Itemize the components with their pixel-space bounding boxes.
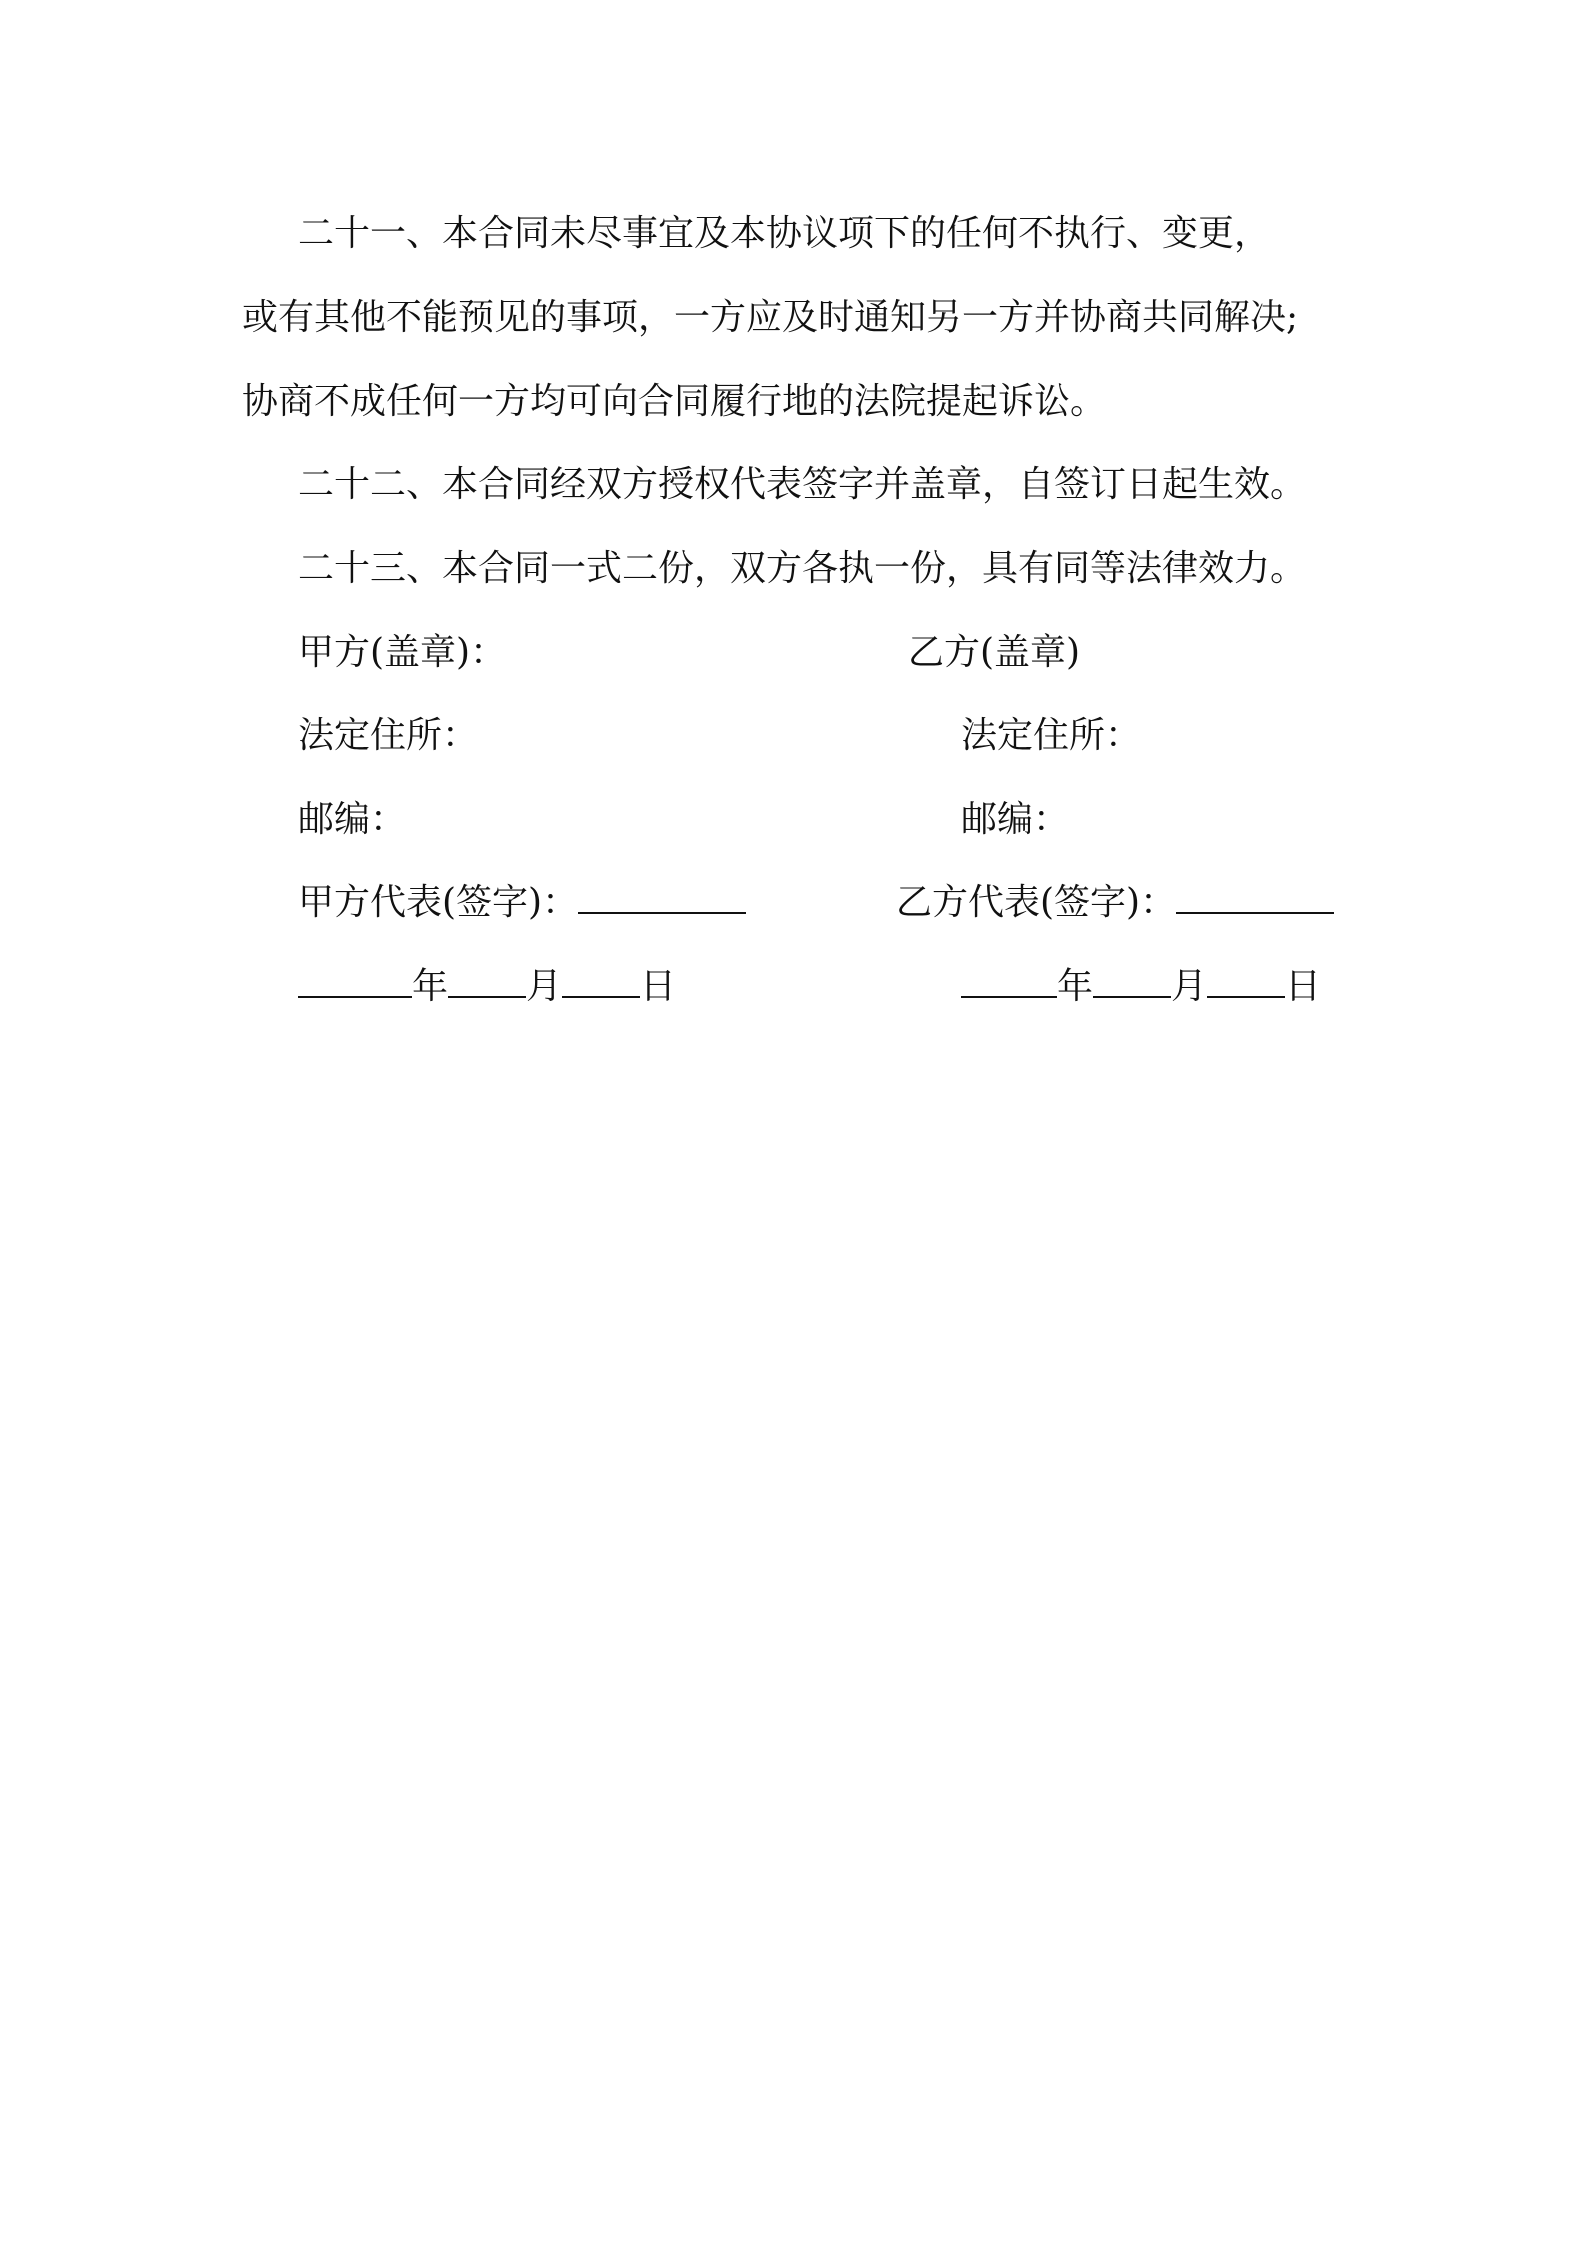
clause-21-line-3: 协商不成任何一方均可向合同履行地的法院提起诉讼。 (242, 381, 1107, 422)
clause-21-line-2: 或有其他不能预见的事项，一方应及时通知另一方并协商共同解决; (242, 297, 1299, 338)
party-a-month-label: 月 (526, 966, 563, 1007)
party-b-representative-row (896, 881, 1334, 925)
party-a-signature-blank (578, 882, 746, 914)
clause-21-line-1: 二十一、本合同未尽事宜及本协议项下的任何不执行、变更， (298, 213, 1271, 254)
party-b-address-label: 法定住所： (961, 715, 1142, 756)
party-b-representative-label: 乙方代表(签字)： (896, 882, 1177, 923)
party-a-day-blank (562, 966, 640, 998)
party-b-year-label: 年 (1057, 966, 1094, 1007)
party-b-month-blank (1093, 966, 1171, 998)
party-b-day-blank (1207, 966, 1285, 998)
party-a-representative-label: 甲方代表(签字)： (298, 882, 579, 923)
clause-23: 二十三、本合同一式二份，双方各执一份，具有同等法律效力。 (298, 548, 1307, 589)
party-a-date-row (298, 965, 676, 1009)
party-b-postcode-label: 邮编： (961, 799, 1070, 840)
party-b-date-row (961, 965, 1321, 1009)
clause-22: 二十二、本合同经双方授权代表签字并盖章，自签订日起生效。 (298, 464, 1307, 505)
party-b-month-label: 月 (1171, 966, 1208, 1007)
party-a-seal-label: 甲方(盖章)： (298, 632, 507, 673)
party-a-year-label: 年 (412, 966, 449, 1007)
party-a-postcode-label: 邮编： (298, 799, 407, 840)
party-b-seal-label: 乙方(盖章) (908, 632, 1081, 673)
party-a-address-label: 法定住所： (298, 715, 479, 756)
party-a-month-blank (448, 966, 526, 998)
party-b-year-blank (961, 966, 1057, 998)
party-a-day-label: 日 (640, 966, 677, 1007)
party-b-day-label: 日 (1285, 966, 1322, 1007)
party-a-representative-row (298, 881, 746, 925)
party-a-year-blank (298, 966, 412, 998)
party-b-signature-blank (1176, 882, 1334, 914)
